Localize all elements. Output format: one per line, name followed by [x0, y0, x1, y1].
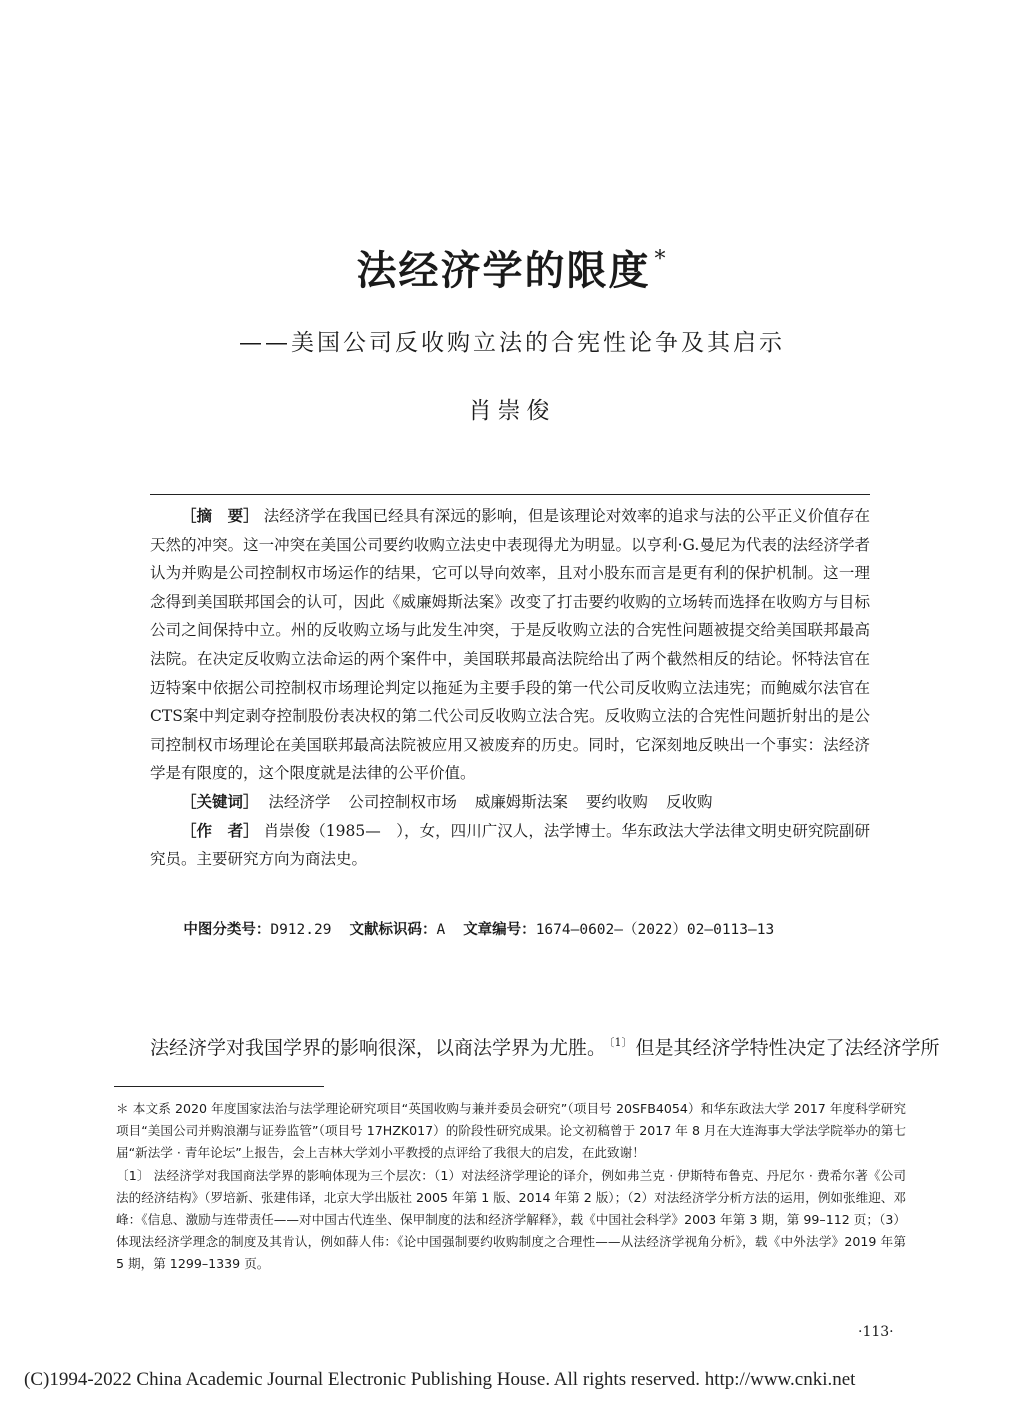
body-text-end: 但是其经济学特性决定了法经济学所 — [635, 1037, 940, 1059]
clc-value: D912.29 — [270, 922, 332, 938]
title-footnote-mark: * — [654, 247, 668, 272]
keyword-item: 公司控制权市场 — [348, 792, 457, 811]
article-title — [0, 232, 1024, 299]
keyword-item: 反收购 — [665, 792, 713, 811]
author-info-label: ［作 者］ — [181, 821, 259, 840]
footnotes-block — [116, 1098, 906, 1276]
article-no-label: 文章编号： — [463, 922, 536, 938]
page-number: ·113· — [858, 1324, 894, 1340]
footnote-item: ＊ 本文系 2020 年度国家法治与法学理论研究项目“英国收购与兼并委员会研究”（项目号 20SFB4054）和华东政法大学 2017 年度科学研究项目“美国公司并购浪潮与证券监管”（项目号 17HZK017）的阶段性研究成果。论文初稿曾于 2017 年 8 月在大连海事大学法学院举办的第七届“新法学 · 青年论坛”上报告，会上吉林大学刘小平教授的点评给了我很大的启发，在此致谢！ — [116, 1101, 906, 1161]
footnote-ref: 〔1〕 — [609, 1036, 633, 1049]
abstract-block — [150, 502, 870, 874]
classification-line — [150, 918, 870, 942]
keywords-paragraph — [150, 788, 870, 817]
body-text-start: 法经济学对我国学界的影响很深，以商法学界为尤胜。 — [150, 1037, 607, 1059]
article-no-value: 1674—0602—（2022）02—0113—13 — [535, 922, 775, 938]
abstract-paragraph — [150, 502, 870, 788]
author-info-text: 肖崇俊（1985— ），女，四川广汉人，法学博士。华东政法大学法律文明史研究院副研究员。主要研究方向为商法史。 — [150, 821, 870, 869]
doc-code-label: 文献标识码： — [349, 922, 437, 938]
body-paragraph — [150, 1028, 940, 1063]
doc-code-value: A — [436, 922, 446, 938]
abstract-top-rule — [150, 494, 870, 495]
clc-label: 中图分类号： — [183, 922, 271, 938]
title-text: 法经济学的限度 — [356, 247, 651, 294]
keywords-label: ［关键词］ — [181, 792, 259, 811]
keyword-item: 威廉姆斯法案 — [474, 792, 568, 811]
article-subtitle: ——美国公司反收购立法的合宪性论争及其启示 — [239, 330, 785, 356]
copyright-watermark: (C)1994-2022 China Academic Journal Electronic Publishing House. All rights reserved. http://www.cnki.net — [24, 1369, 856, 1390]
keyword-item: 法经济学 — [268, 792, 331, 811]
abstract-label: ［摘 要］ — [181, 507, 259, 525]
author-info-paragraph — [150, 817, 870, 874]
abstract-text: 法经济学在我国已经具有深远的影响，但是该理论对效率的追求与法的公平正义价值存在天然的冲突。这一冲突在美国公司要约收购立法史中表现得尤为明显。以亨利·G.曼尼为代表的法经济学者认为并购是公司控制权市场运作的结果，它可以导向效率，且对小股东而言是更有利的保护机制。这一理念得到美国联邦国会的认可，因此《威廉姆斯法案》改变了打击要约收购的立场转而选择在收购方与目标公司之间保持中立。州的反收购立场与此发生冲突，于是反收购立法的合宪性问题被提交给美国联邦最高法院。在决定反收购立法命运的两个案件中，美国联邦最高法院给出了两个截然相反的结论。怀特法官在迈特案中依据公司控制权市场理论判定以拖延为主要手段的第一代公司反收购立法违宪；而鲍威尔法官在CTS案中判定剥夺控制股份表决权的第二代公司反收购立法合宪。反收购立法的合宪性问题折射出的是公司控制权市场理论在美国联邦最高法院被应用又被废弃的历史。同时，它深刻地反映出一个事实：法经济学是有限度的，这个限度就是法律的公平价值。 — [150, 507, 870, 783]
footnote-rule — [114, 1086, 324, 1087]
footnote-item: 〔1〕 法经济学对我国商法学界的影响体现为三个层次：（1）对法经济学理论的译介，例如弗兰克 · 伊斯特布鲁克、丹尼尔 · 费希尔著《公司法的经济结构》（罗培新、张建伟译，北京大学出版社 2005 年第 1 版、2014 年第 2 版）；（2）对法经济学分析方法的运用，例如张维迎、邓峰：《信息、激励与连带责任——对中国古代连坐、保甲制度的法和经济学解释》，载《中国社会科学》2003 年第 3 期，第 99–112 页；（3）体现法经济学理念的制度及其肯认，例如薛人伟：《论中国强制要约收购制度之合理性——从法经济学视角分析》，载《中外法学》2019 年第 5 期，第 1299–1339 页。 — [116, 1167, 906, 1272]
keyword-item: 要约收购 — [585, 792, 648, 811]
article-author: 肖崇俊 — [468, 398, 556, 424]
